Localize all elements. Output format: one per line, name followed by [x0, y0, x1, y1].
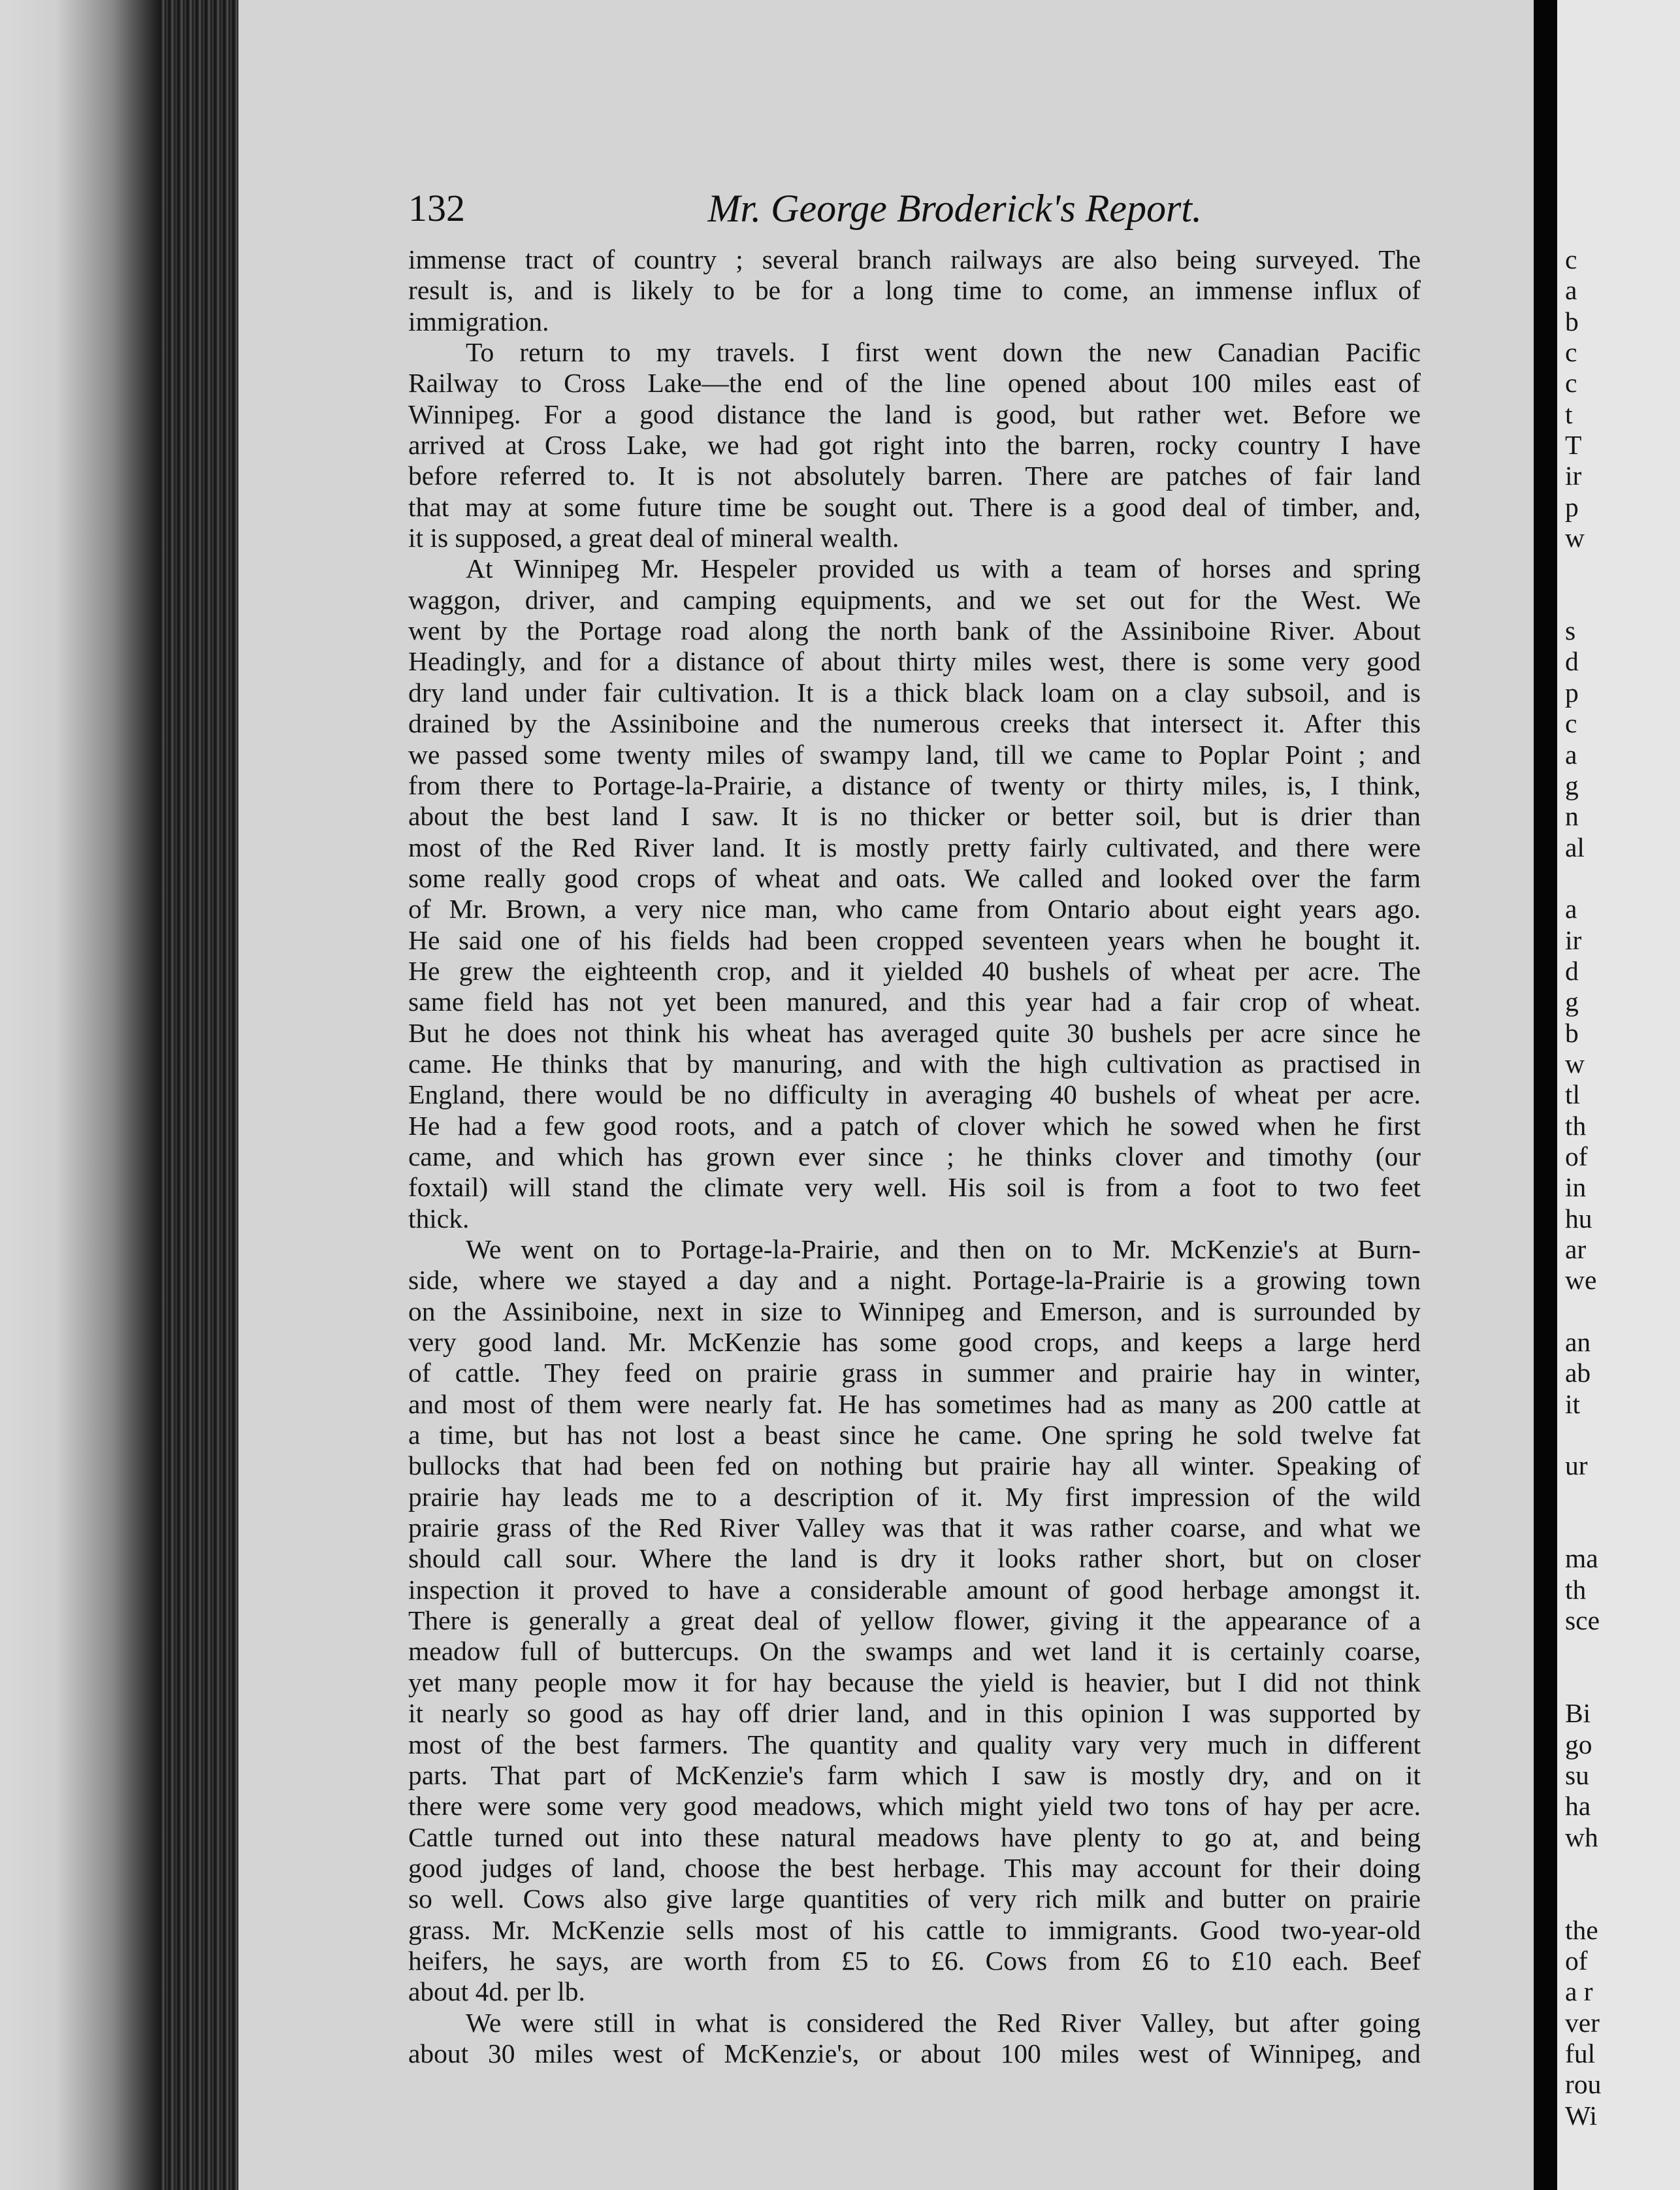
- adjacent-text-fragment: [1565, 585, 1676, 615]
- text-line: thick.: [408, 1203, 470, 1234]
- text-line: To return to my travels. I first went down the new Canadian Pacific: [466, 337, 1421, 368]
- adjacent-text-fragment: wh: [1565, 1822, 1598, 1852]
- text-line: it nearly so good as hay off drier land, and in this opinion I was supported by: [408, 1698, 1421, 1729]
- adjacent-text-fragment: c: [1565, 337, 1577, 368]
- adjacent-text-fragment: Bi: [1565, 1698, 1591, 1729]
- page-header: [408, 179, 1202, 238]
- text-line: There is generally a great deal of yellow flower, giving it the appearance of a: [408, 1605, 1421, 1636]
- adjacent-text-fragment: [1565, 1296, 1676, 1327]
- text-line: result is, and is likely to be for a long time to come, an immense influx of: [408, 275, 1421, 306]
- text-line: inspection it proved to have a considerable amount of good herbage amongst it.: [408, 1574, 1421, 1605]
- adjacent-text-fragment: b: [1565, 1017, 1579, 1048]
- text-line: before referred to. It is not absolutely barren. There are patches of fair land: [408, 461, 1421, 491]
- adjacent-text-fragment: c: [1565, 368, 1577, 399]
- text-line: prairie grass of the Red River Valley was that it was rather coarse, and what we: [408, 1512, 1421, 1543]
- text-line: of cattle. They feed on prairie grass in summer and prairie hay in winter,: [408, 1358, 1421, 1388]
- adjacent-text-fragment: t: [1565, 399, 1573, 429]
- adjacent-text-fragment: d: [1565, 955, 1579, 986]
- adjacent-text-fragment: [1565, 863, 1676, 894]
- text-line: we passed some twenty miles of swampy land, till we came to Poplar Point ; and: [408, 739, 1421, 770]
- adjacent-page-text: [1565, 244, 1676, 2131]
- text-line: side, where we stayed a day and a night. Portage-la-Prairie is a growing town: [408, 1265, 1421, 1296]
- text-line: Cattle turned out into these natural meadows have plenty to go at, and being: [408, 1822, 1421, 1852]
- adjacent-text-fragment: th: [1565, 1574, 1587, 1605]
- text-line: He said one of his fields had been cropped seventeen years when he bought it.: [408, 924, 1421, 955]
- text-line: from there to Portage-la-Prairie, a distance of twenty or thirty miles, is, I think,: [408, 770, 1421, 800]
- body-text: [408, 244, 1421, 2069]
- adjacent-text-fragment: a: [1565, 739, 1577, 770]
- text-line: yet many people mow it for hay because the yield is heavier, but I did not think: [408, 1667, 1421, 1697]
- text-line: it is supposed, a great deal of mineral wealth.: [408, 523, 899, 553]
- adjacent-text-fragment: ab: [1565, 1358, 1591, 1388]
- adjacent-text-fragment: a: [1565, 894, 1577, 924]
- adjacent-text-fragment: [1565, 1853, 1676, 1884]
- text-line: so well. Cows also give large quantities of very rich milk and butter on prairie: [408, 1884, 1421, 1914]
- adjacent-text-fragment: it: [1565, 1388, 1581, 1419]
- text-line: heifers, he says, are worth from £5 to £6. Cows from £6 to £10 each. Beef: [408, 1945, 1421, 1976]
- text-line: good judges of land, choose the best herbage. This may account for their doing: [408, 1852, 1421, 1883]
- text-line: should call sour. Where the land is dry it looks rather short, but on closer: [408, 1543, 1421, 1574]
- adjacent-text-fragment: sce: [1565, 1605, 1600, 1636]
- adjacent-text-fragment: of: [1565, 1945, 1588, 1976]
- adjacent-text-fragment: rou: [1565, 2069, 1602, 2100]
- text-line: Winnipeg. For a good distance the land is good, but rather wet. Before we: [408, 399, 1421, 429]
- adjacent-text-fragment: c: [1565, 708, 1577, 739]
- text-line: grass. Mr. McKenzie sells most of his cattle to immigrants. Good two-year-old: [408, 1914, 1421, 1945]
- text-line: bullocks that had been fed on nothing but prairie hay all winter. Speaking of: [408, 1450, 1421, 1481]
- adjacent-text-fragment: [1565, 1636, 1676, 1667]
- text-line: most of the Red River land. It is mostly pretty fairly cultivated, and there were: [408, 832, 1421, 862]
- adjacent-text-fragment: ur: [1565, 1450, 1588, 1481]
- adjacent-page: [1557, 0, 1680, 2190]
- adjacent-text-fragment: th: [1565, 1110, 1587, 1141]
- text-line: Railway to Cross Lake—the end of the line opened about 100 miles east of: [408, 368, 1421, 399]
- text-line: some really good crops of wheat and oats. We called and looked over the farm: [408, 862, 1421, 893]
- text-line: about 4d. per lb.: [408, 1976, 585, 2007]
- adjacent-text-fragment: c: [1565, 244, 1577, 274]
- text-line: came, and which has grown ever since ; he thinks clover and timothy (our: [408, 1141, 1421, 1171]
- adjacent-text-fragment: d: [1565, 646, 1579, 677]
- adjacent-text-fragment: su: [1565, 1759, 1589, 1790]
- text-line: that may at some future time be sought out. There is a good deal of timber, and,: [408, 491, 1421, 522]
- adjacent-text-fragment: a r: [1565, 1976, 1593, 2007]
- text-line: immigration.: [408, 306, 549, 336]
- adjacent-text-fragment: we: [1565, 1265, 1597, 1296]
- text-line: dry land under fair cultivation. It is a thick black loam on a clay subsoil, and is: [408, 677, 1421, 708]
- text-line: waggon, driver, and camping equipments, and we set out for the West. We: [408, 584, 1421, 615]
- adjacent-text-fragment: g: [1565, 987, 1579, 1017]
- text-line: prairie hay leads me to a description of it. My first impression of the wild: [408, 1481, 1421, 1512]
- page-number: 132: [408, 187, 465, 229]
- page-gutter: [1534, 0, 1557, 2190]
- text-line: very good land. Mr. McKenzie has some good crops, and keeps a large herd: [408, 1327, 1421, 1358]
- adjacent-text-fragment: ir: [1565, 924, 1582, 955]
- adjacent-text-fragment: al: [1565, 832, 1585, 862]
- text-line: about the best land I saw. It is no thicker or better soil, but is drier than: [408, 801, 1421, 832]
- text-line: meadow full of buttercups. On the swamps and wet land it is certainly coarse,: [408, 1636, 1421, 1667]
- adjacent-text-fragment: ver: [1565, 2007, 1600, 2038]
- adjacent-text-fragment: go: [1565, 1729, 1592, 1759]
- adjacent-text-fragment: w: [1565, 1048, 1585, 1079]
- adjacent-text-fragment: n: [1565, 801, 1579, 832]
- adjacent-text-fragment: in: [1565, 1172, 1587, 1203]
- text-line: He grew the eighteenth crop, and it yielded 40 bushels of wheat per acre. The: [408, 955, 1421, 986]
- adjacent-text-fragment: w: [1565, 523, 1585, 553]
- adjacent-text-fragment: of: [1565, 1141, 1588, 1171]
- text-line: He had a few good roots, and a patch of clover which he sowed when he first: [408, 1110, 1421, 1141]
- text-line: a time, but has not lost a beast since he came. One spring he sold twelve fat: [408, 1420, 1421, 1450]
- adjacent-text-fragment: ful: [1565, 2038, 1596, 2068]
- adjacent-text-fragment: ir: [1565, 461, 1582, 491]
- adjacent-text-fragment: b: [1565, 306, 1579, 336]
- adjacent-text-fragment: g: [1565, 770, 1579, 800]
- text-line: came. He thinks that by manuring, and with the high cultivation as practised in: [408, 1048, 1421, 1079]
- text-line: We were still in what is considered the Red River Valley, but after going: [466, 2007, 1421, 2038]
- adjacent-text-fragment: [1565, 1512, 1676, 1543]
- text-line: about 30 miles west of McKenzie's, or about 100 miles west of Winnipeg, and: [408, 2038, 1421, 2068]
- adjacent-text-fragment: [1565, 1884, 1676, 1914]
- adjacent-text-fragment: an: [1565, 1327, 1591, 1358]
- text-line: most of the best farmers. The quantity and quality vary very much in different: [408, 1729, 1421, 1759]
- adjacent-text-fragment: s: [1565, 615, 1576, 646]
- text-line: foxtail) will stand the climate very well. His soil is from a foot to two feet: [408, 1172, 1421, 1203]
- adjacent-text-fragment: [1565, 1420, 1676, 1450]
- text-line: went by the Portage road along the north bank of the Assiniboine River. About: [408, 615, 1421, 646]
- adjacent-text-fragment: [1565, 1482, 1676, 1512]
- text-line: But he does not think his wheat has averaged quite 30 bushels per acre since he: [408, 1017, 1421, 1048]
- text-line: arrived at Cross Lake, we had got right into the barren, rocky country I have: [408, 430, 1421, 461]
- text-line: England, there would be no difficulty in averaging 40 bushels of wheat per acre.: [408, 1079, 1421, 1110]
- text-line: We went on to Portage-la-Prairie, and then on to Mr. McKenzie's at Burn-: [466, 1234, 1421, 1264]
- adjacent-text-fragment: a: [1565, 275, 1577, 306]
- adjacent-text-fragment: p: [1565, 677, 1579, 708]
- adjacent-text-fragment: ar: [1565, 1234, 1587, 1264]
- text-line: there were some very good meadows, which might yield two tons of hay per acre.: [408, 1791, 1421, 1822]
- adjacent-text-fragment: ha: [1565, 1791, 1591, 1822]
- adjacent-text-fragment: ma: [1565, 1543, 1598, 1574]
- text-line: drained by the Assiniboine and the numerous creeks that intersect it. After this: [408, 708, 1421, 739]
- text-line: of Mr. Brown, a very nice man, who came from Ontario about eight years ago.: [408, 894, 1421, 924]
- left-margin: [0, 0, 160, 2190]
- text-line: and most of them were nearly fat. He has sometimes had as many as 200 cattle at: [408, 1388, 1421, 1419]
- text-line: Headingly, and for a distance of about thirty miles west, there is some very good: [408, 646, 1421, 677]
- text-line: same field has not yet been manured, and this year had a fair crop of wheat.: [408, 987, 1421, 1017]
- adjacent-text-fragment: Wi: [1565, 2100, 1598, 2131]
- text-line: At Winnipeg Mr. Hespeler provided us with a team of horses and spring: [466, 553, 1421, 584]
- text-line: parts. That part of McKenzie's farm which I saw is mostly dry, and on it: [408, 1759, 1421, 1790]
- adjacent-text-fragment: [1565, 1667, 1676, 1698]
- running-title: Mr. George Broderick's Report.: [707, 187, 1202, 230]
- text-line: immense tract of country ; several branch railways are also being surveyed. The: [408, 244, 1421, 274]
- text-line: on the Assiniboine, next in size to Winnipeg and Emerson, and is surrounded by: [408, 1296, 1421, 1326]
- adjacent-text-fragment: the: [1565, 1914, 1598, 1945]
- adjacent-text-fragment: T: [1565, 430, 1582, 461]
- book-spine-edge: [160, 0, 238, 2190]
- adjacent-text-fragment: p: [1565, 491, 1579, 522]
- adjacent-text-fragment: tl: [1565, 1079, 1581, 1110]
- adjacent-text-fragment: hu: [1565, 1203, 1592, 1234]
- adjacent-text-fragment: [1565, 553, 1676, 584]
